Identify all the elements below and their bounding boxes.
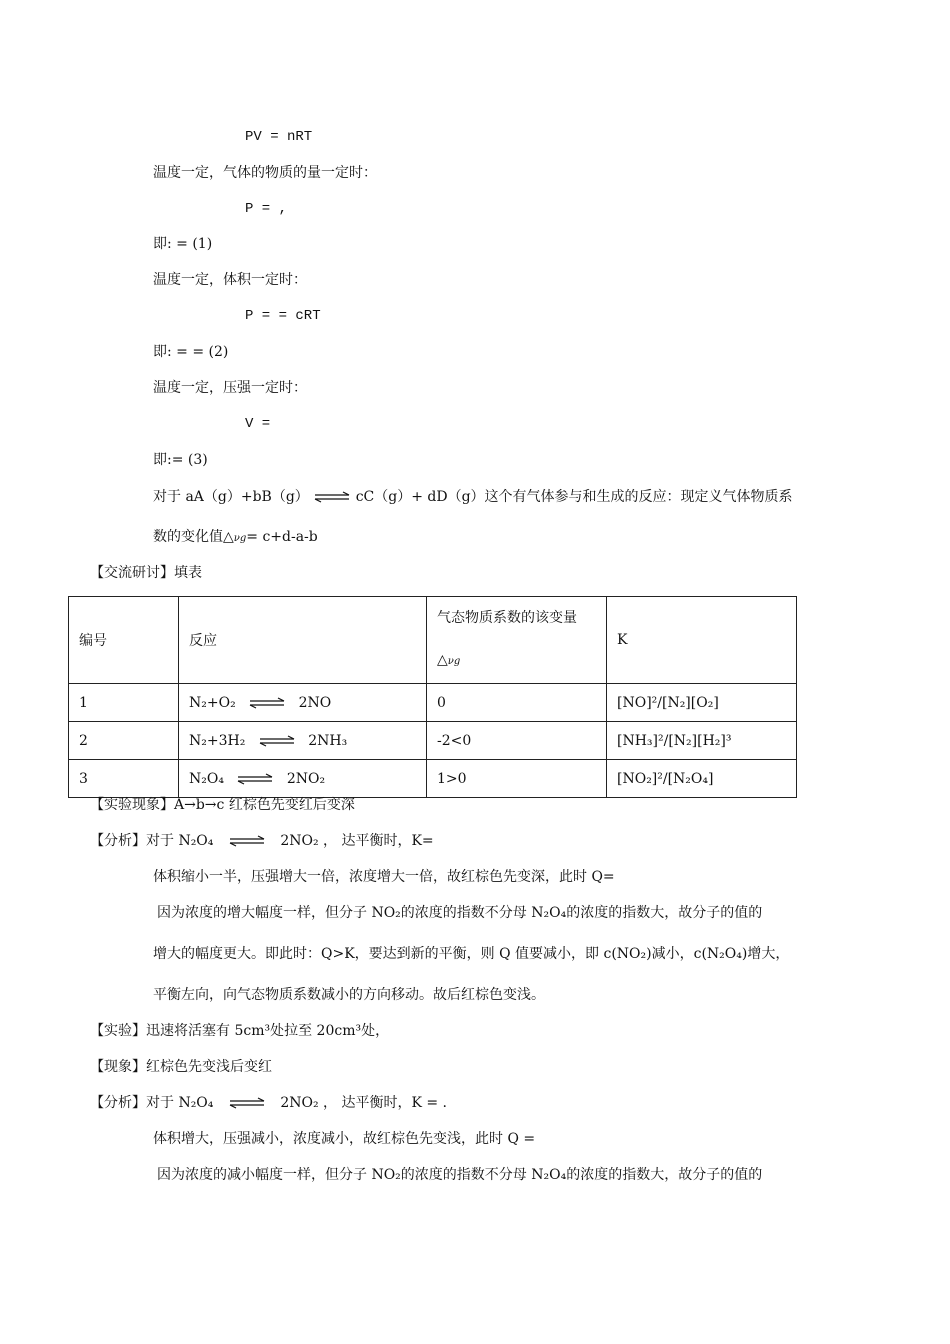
cell-k: [NO₂]²/[N₂O₄] — [607, 760, 797, 798]
delta-label: 数的变化值△ — [153, 529, 234, 545]
analysis-2-text-1: 体积增大，压强减小，浓度减小，故红棕色先变浅，此时 Q = — [153, 1131, 536, 1147]
cell-k: [NH₃]²/[N₂][H₂]³ — [607, 722, 797, 760]
header-k: K — [607, 597, 797, 684]
nu-g-symbol: νg — [233, 533, 247, 544]
volume-equation: V = — [245, 416, 271, 432]
analysis-1-text-3: 增大的幅度更大。即此时：Q>K，要达到新的平衡，则 Q 值要减小，即 c(NO₂)减小，c(N₂O₄)增大， — [153, 946, 790, 962]
experiment-phenomenon-1: 【实验现象】A→b→c 红棕色先变红后变深 — [90, 797, 355, 813]
table-row — [69, 722, 797, 760]
cell-reaction: N₂+O₂ 2NO — [179, 684, 427, 722]
reaction-lhs: 对于 aA（g）+bB（g） — [153, 489, 309, 505]
analysis-1-text-2: 因为浓度的增大幅度一样，但分子 NO₂的浓度的指数不分母 N₂O₄的浓度的指数大，故分子的值的 — [157, 905, 763, 921]
section-heading-exchange: 【交流研讨】填表 — [90, 565, 202, 581]
nu-g-symbol: νg — [447, 656, 461, 667]
equilibrium-arrow-icon — [258, 735, 296, 747]
result-2: 即: = = (2) — [153, 344, 229, 360]
result-1: 即: = (1) — [153, 236, 213, 252]
delta-formula: = c+d-a-b — [246, 529, 318, 545]
cell-delta: 0 — [427, 684, 607, 722]
cell-delta: 1>0 — [427, 760, 607, 798]
cell-reaction: N₂+3H₂ 2NH₃ — [179, 722, 427, 760]
equilibrium-arrow-icon — [236, 773, 274, 785]
condition-text-2: 温度一定，体积一定时： — [153, 272, 307, 288]
experiment-2: 【实验】迅速将活塞有 5cm³处拉至 20cm³处， — [90, 1023, 390, 1039]
ideal-gas-equation: PV = nRT — [245, 129, 313, 145]
condition-text-3: 温度一定，压强一定时： — [153, 380, 307, 396]
analysis-1-text-4: 平衡左向，向气态物质系数减小的方向移动。故后红棕色变浅。 — [153, 987, 545, 1003]
analysis-2-text-2: 因为浓度的减小幅度一样，但分子 NO₂的浓度的指数不分母 N₂O₄的浓度的指数大，故分子的值的 — [157, 1167, 763, 1183]
table-row — [69, 684, 797, 722]
general-reaction — [153, 487, 793, 507]
result-3: 即:= (3) — [153, 452, 208, 468]
equilibrium-arrow-icon — [228, 835, 266, 847]
condition-text-1: 温度一定，气体的物质的量一定时： — [153, 165, 377, 181]
reaction-table — [68, 596, 797, 798]
pressure-equation-1: P = , — [245, 201, 288, 217]
analysis-2: 【分析】对于 N₂O₄ 2NO₂ ， 达平衡时，K = . — [90, 1095, 447, 1111]
equilibrium-arrow-icon — [313, 491, 351, 503]
pressure-equation-2: P = = cRT — [245, 308, 321, 324]
analysis-1: 【分析】对于 N₂O₄ 2NO₂ ， 达平衡时，K= — [90, 833, 434, 849]
analysis-1-text-1: 体积缩小一半，压强增大一倍，浓度增大一倍，故红棕色先变深，此时 Q= — [153, 869, 615, 885]
cell-number: 2 — [69, 722, 179, 760]
delta-definition — [153, 527, 318, 549]
phenomenon-2: 【现象】红棕色先变浅后变红 — [90, 1059, 272, 1075]
header-delta: 气态物质系数的该变量△νg — [427, 597, 607, 684]
cell-reaction: N₂O₄ 2NO₂ — [179, 760, 427, 798]
header-reaction: 反应 — [179, 597, 427, 684]
cell-number: 1 — [69, 684, 179, 722]
cell-k: [NO]²/[N₂][O₂] — [607, 684, 797, 722]
cell-delta: -2<0 — [427, 722, 607, 760]
header-number: 编号 — [69, 597, 179, 684]
equilibrium-arrow-icon — [228, 1097, 266, 1109]
table-header-row — [69, 597, 797, 684]
equilibrium-arrow-icon — [248, 697, 286, 709]
table-row — [69, 760, 797, 798]
cell-number: 3 — [69, 760, 179, 798]
reaction-rhs: cC（g）+ dD（g）这个有气体参与和生成的反应：现定义气体物质系 — [355, 489, 793, 505]
